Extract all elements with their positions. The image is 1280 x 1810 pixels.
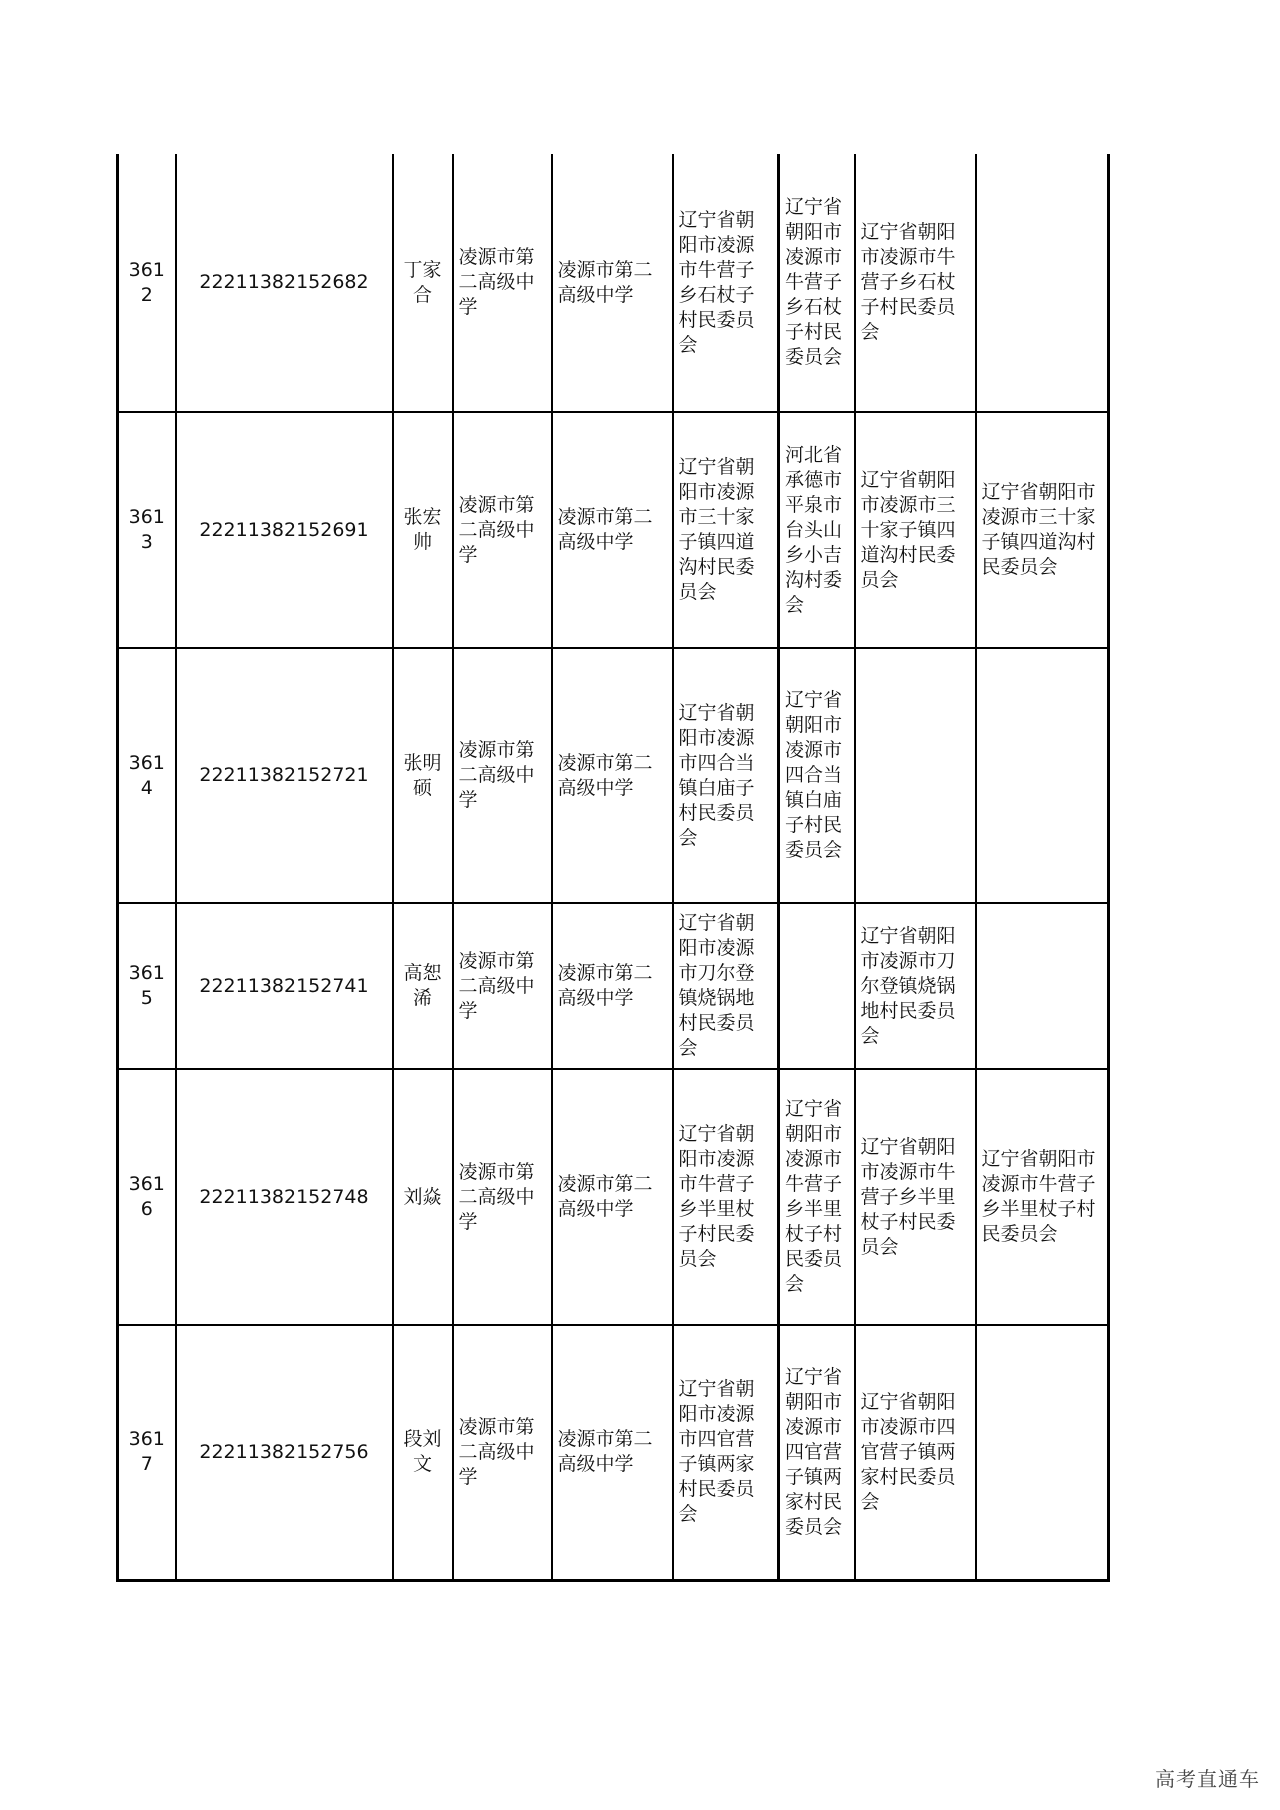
table-row bbox=[118, 903, 1109, 1069]
row-seq: 3613 bbox=[118, 412, 176, 648]
school-name-2: 凌源市第二高级中学 bbox=[552, 648, 673, 903]
row-seq: 3614 bbox=[118, 648, 176, 903]
address-1: 辽宁省朝阳市凌源市牛营子乡石杖子村民委员会 bbox=[673, 154, 779, 412]
address-4: 辽宁省朝阳市凌源市三十家子镇四道沟村民委员会 bbox=[976, 412, 1109, 648]
table-row bbox=[118, 154, 1109, 412]
row-seq: 3612 bbox=[118, 154, 176, 412]
school-name-2: 凌源市第二高级中学 bbox=[552, 903, 673, 1069]
address-3: 辽宁省朝阳市凌源市三十家子镇四道沟村民委员会 bbox=[855, 412, 976, 648]
candidate-id: 22211382152691 bbox=[176, 412, 393, 648]
address-4 bbox=[976, 648, 1109, 903]
address-3: 辽宁省朝阳市凌源市四官营子镇两家村民委员会 bbox=[855, 1325, 976, 1580]
address-1: 辽宁省朝阳市凌源市刀尔登镇烧锅地村民委员会 bbox=[673, 903, 779, 1069]
address-1: 辽宁省朝阳市凌源市四合当镇白庙子村民委员会 bbox=[673, 648, 779, 903]
row-seq: 3617 bbox=[118, 1325, 176, 1580]
candidate-id: 22211382152756 bbox=[176, 1325, 393, 1580]
student-name: 高恕浠 bbox=[393, 903, 453, 1069]
student-name: 张明硕 bbox=[393, 648, 453, 903]
school-name-2: 凌源市第二高级中学 bbox=[552, 1069, 673, 1325]
address-4 bbox=[976, 154, 1109, 412]
school-name: 凌源市第二高级中学 bbox=[453, 1325, 552, 1580]
school-name: 凌源市第二高级中学 bbox=[453, 903, 552, 1069]
school-name-2: 凌源市第二高级中学 bbox=[552, 412, 673, 648]
address-1: 辽宁省朝阳市凌源市三十家子镇四道沟村民委员会 bbox=[673, 412, 779, 648]
school-name: 凌源市第二高级中学 bbox=[453, 154, 552, 412]
school-name-2: 凌源市第二高级中学 bbox=[552, 1325, 673, 1580]
address-3: 辽宁省朝阳市凌源市刀尔登镇烧锅地村民委员会 bbox=[855, 903, 976, 1069]
address-4 bbox=[976, 903, 1109, 1069]
address-3: 辽宁省朝阳市凌源市牛营子乡石杖子村民委员会 bbox=[855, 154, 976, 412]
address-2 bbox=[779, 903, 855, 1069]
address-2: 辽宁省朝阳市凌源市牛营子乡半里杖子村民委员会 bbox=[779, 1069, 855, 1325]
candidate-id: 22211382152682 bbox=[176, 154, 393, 412]
candidate-id: 22211382152748 bbox=[176, 1069, 393, 1325]
roster-table bbox=[116, 154, 1110, 1582]
school-name: 凌源市第二高级中学 bbox=[453, 412, 552, 648]
student-name: 段刘文 bbox=[393, 1325, 453, 1580]
address-1: 辽宁省朝阳市凌源市四官营子镇两家村民委员会 bbox=[673, 1325, 779, 1580]
address-2: 辽宁省朝阳市凌源市牛营子乡石杖子村民委员会 bbox=[779, 154, 855, 412]
address-3: 辽宁省朝阳市凌源市牛营子乡半里杖子村民委员会 bbox=[855, 1069, 976, 1325]
table-row bbox=[118, 412, 1109, 648]
school-name: 凌源市第二高级中学 bbox=[453, 648, 552, 903]
address-4 bbox=[976, 1325, 1109, 1580]
student-name: 刘焱 bbox=[393, 1069, 453, 1325]
address-1: 辽宁省朝阳市凌源市牛营子乡半里杖子村民委员会 bbox=[673, 1069, 779, 1325]
table-row bbox=[118, 1325, 1109, 1580]
address-4: 辽宁省朝阳市凌源市牛营子乡半里杖子村民委员会 bbox=[976, 1069, 1109, 1325]
candidate-id: 22211382152721 bbox=[176, 648, 393, 903]
row-seq: 3615 bbox=[118, 903, 176, 1069]
watermark-text: 高考直通车 bbox=[1155, 1767, 1260, 1791]
address-2: 河北省承德市平泉市台头山乡小吉沟村委会 bbox=[779, 412, 855, 648]
student-name: 丁家合 bbox=[393, 154, 453, 412]
address-2: 辽宁省朝阳市凌源市四官营子镇两家村民委员会 bbox=[779, 1325, 855, 1580]
school-name: 凌源市第二高级中学 bbox=[453, 1069, 552, 1325]
school-name-2: 凌源市第二高级中学 bbox=[552, 154, 673, 412]
address-3 bbox=[855, 648, 976, 903]
row-seq: 3616 bbox=[118, 1069, 176, 1325]
address-2: 辽宁省朝阳市凌源市四合当镇白庙子村民委员会 bbox=[779, 648, 855, 903]
table-row bbox=[118, 648, 1109, 903]
student-name: 张宏帅 bbox=[393, 412, 453, 648]
candidate-id: 22211382152741 bbox=[176, 903, 393, 1069]
table-row bbox=[118, 1069, 1109, 1325]
